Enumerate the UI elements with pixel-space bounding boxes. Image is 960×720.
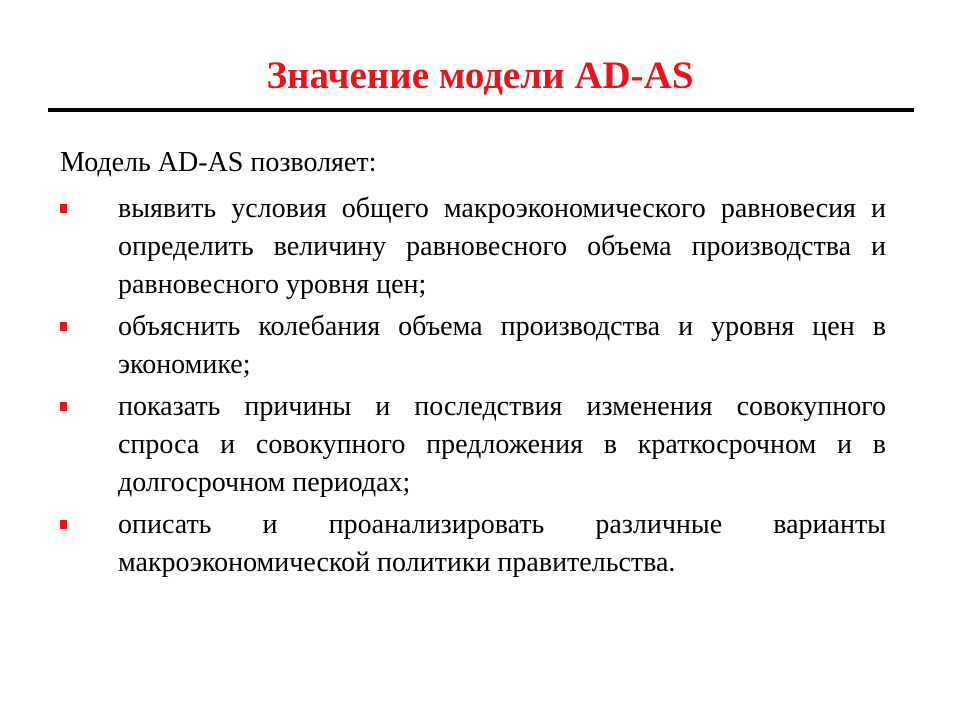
list-item <box>60 190 886 304</box>
title-divider <box>48 108 914 112</box>
list-item-text: объяснить колебания объема производства и уровня цен в экономике; <box>118 311 886 380</box>
list-item-text: выявить условия общего макроэкономического равновесия и определить величину равновесного объема производства и равновесного уровня цен; <box>118 193 886 300</box>
intro-text: Модель AD-AS позволяет: <box>60 147 377 178</box>
square-bullet-icon <box>60 402 67 411</box>
list-item-text: описать и проанализировать различные варианты макроэкономической политики правительства. <box>118 509 886 578</box>
list-item <box>60 388 886 502</box>
square-bullet-icon <box>60 322 67 331</box>
list-item <box>60 506 886 582</box>
square-bullet-icon <box>60 520 67 529</box>
list-item-text: показать причины и последствия изменения совокупного спроса и совокупного предложения в краткосрочном и в долгосрочном периодах; <box>118 391 886 498</box>
list-item <box>60 308 886 384</box>
slide-title: Значение модели AD-AS <box>266 54 694 97</box>
square-bullet-icon <box>60 204 67 213</box>
bullet-list <box>60 190 886 586</box>
